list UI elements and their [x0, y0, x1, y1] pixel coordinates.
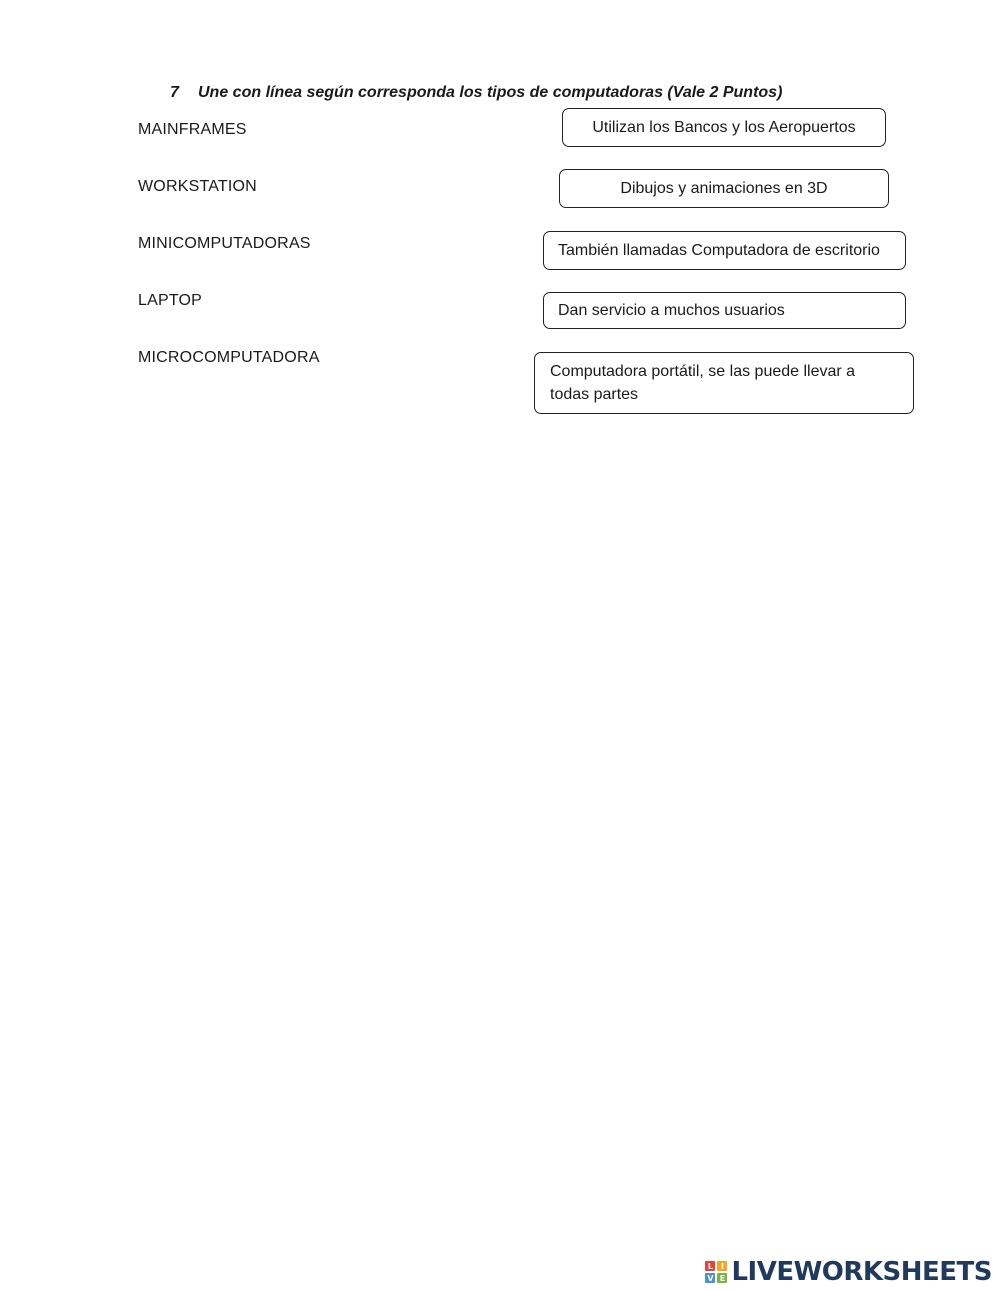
logo-tile-e: E [717, 1273, 727, 1283]
term-minicomputadoras: MINICOMPUTADORAS [138, 235, 311, 252]
definition-box-2[interactable]: Dibujos y animaciones en 3D [559, 169, 889, 208]
term-workstation: WORKSTATION [138, 178, 257, 195]
logo-tile-i: I [717, 1261, 727, 1271]
logo-tile-v: V [707, 1273, 714, 1283]
definition-box-4[interactable]: Dan servicio a muchos usuarios [543, 292, 906, 329]
logo-tile-l: L [705, 1261, 715, 1271]
definition-box-1[interactable]: Utilizan los Bancos y los Aeropuertos [562, 108, 886, 147]
term-mainframes: MAINFRAMES [138, 121, 247, 138]
definition-box-5[interactable]: Computadora portátil, se las puede llevar a todas partes [534, 352, 914, 414]
logo-text: LIVEWORKSHEETS [731, 1257, 992, 1287]
question-number: 7 [170, 84, 179, 101]
term-laptop: LAPTOP [138, 292, 203, 309]
logo-tiles-icon [705, 1261, 727, 1283]
term-microcomputadora: MICROCOMPUTADORA [138, 349, 320, 366]
definition-box-3[interactable]: También llamadas Computadora de escritorio [543, 231, 906, 270]
question-text: Une con línea según corresponda los tipos de computadoras (Vale 2 Puntos) [198, 84, 783, 101]
question-heading [170, 84, 782, 102]
liveworksheets-logo [705, 1257, 992, 1287]
